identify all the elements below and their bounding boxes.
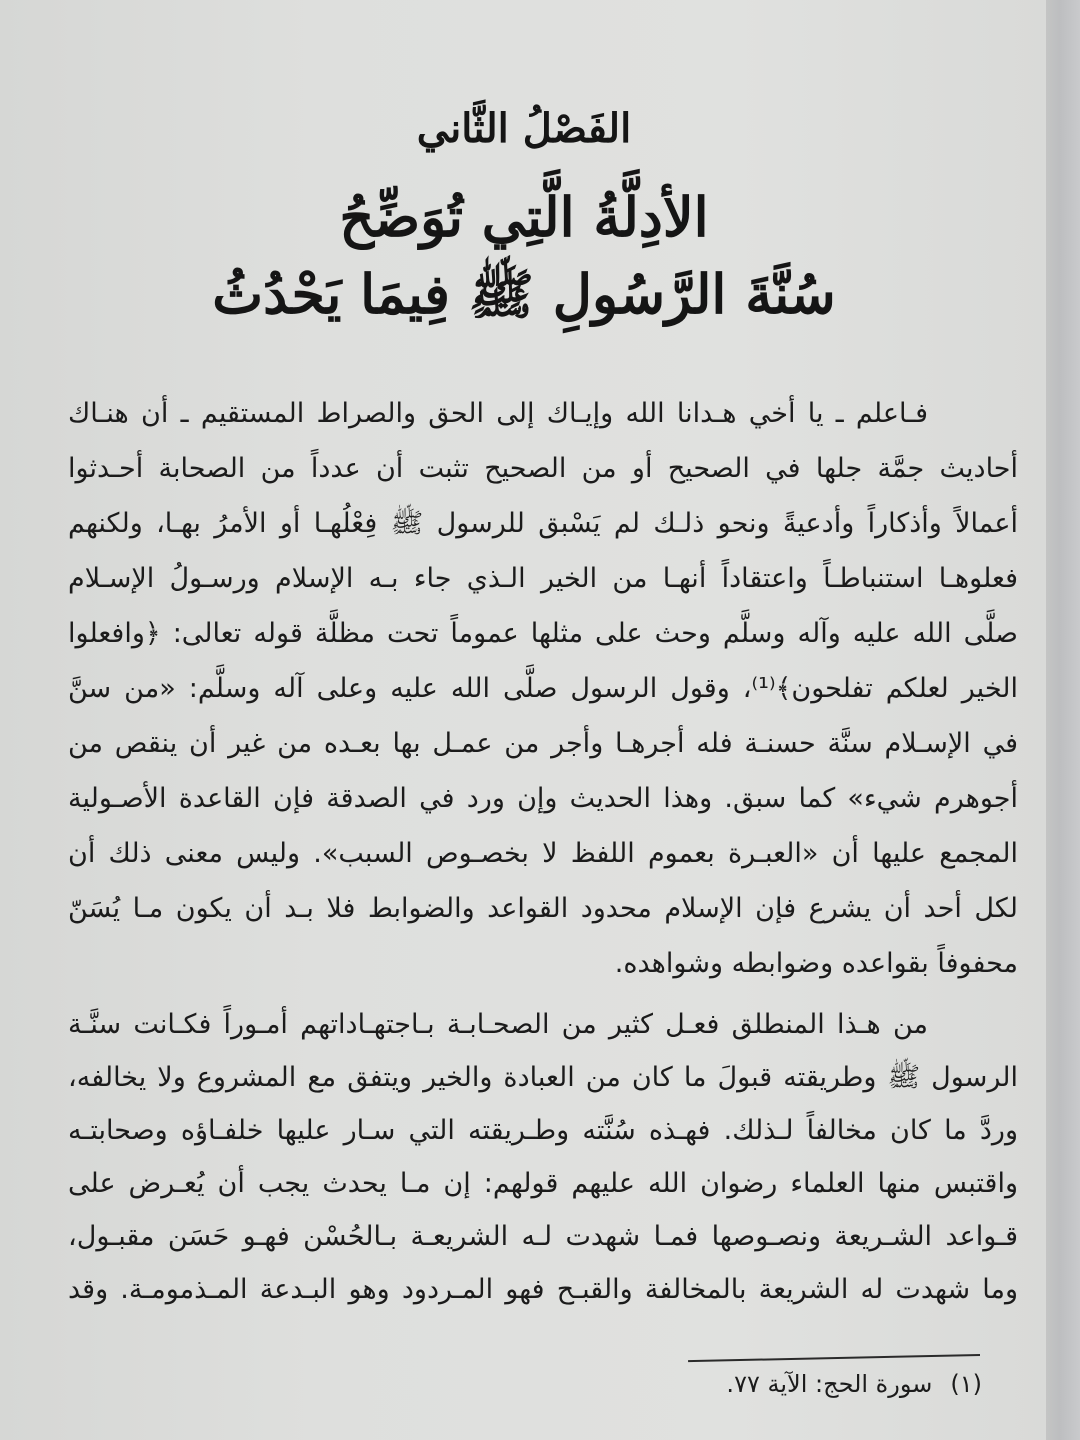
text-line: وردَّ ما كان مخالفاً لـذلك. فهـذه سُنَّته وطـريقته التي سـار عليها خلفـاؤه وصحابتـه — [68, 1115, 1018, 1146]
text-line: أحاديث جمَّة جلها في الصحيح أو من الصحيح تثبت أن عدداً من الصحابة أحـدثوا — [68, 453, 1018, 484]
footnote-text: سورة الحج: الآية ٧٧. — [726, 1370, 933, 1398]
footnote-1 — [726, 1370, 982, 1398]
chapter-title-line-2: سُنَّةَ الرَّسُولِ ﷺ فِيمَا يَحْدُثُ — [212, 262, 836, 326]
text-line: فعلوهـا استنباطـاً واعتقاداً أنهـا من الخير الـذي جاء بـه الإسلام ورسـولُ الإسـلام — [68, 563, 1018, 594]
text-line: صلَّى الله عليه وآله وسلَّم وحث على مثلها عموماً تحت مظلَّة قوله تعالى: ﴿وافعلوا — [68, 618, 1018, 649]
text-line: من هـذا المنطلق فعـل كثير من الصحـابـة بـاجتهـاداتهم أمـوراً فكـانت سنَّـة — [68, 1009, 928, 1040]
text-line: وما شهدت له الشريعة بالمخالفة والقبـح فهو المـردود وهو البـدعة المـذمومـة. وقد — [68, 1274, 1018, 1305]
text-line: واقتبس منها العلماء رضوان الله عليهم قولهم: إن مـا يحدث يجب أن يُعـرض على — [68, 1168, 1018, 1199]
text-line: أعمالاً وأذكاراً وأدعيةً ونحو ذلـك لم يَسْبق للرسول ﷺ فِعْلُهـا أو الأمرُ بهـا، ولكنهم — [68, 508, 1018, 539]
text-line: أجوهرم شيء» كما سبق. وهذا الحديث وإن ورد في الصدقة فإن القاعدة الأصـولية — [68, 783, 1018, 814]
paragraph-1 — [68, 386, 1018, 991]
text-line: المجمع عليها أن «العبـرة بعموم اللفظ لا بخصـوص السبب». وليس معنى ذلك أن — [68, 838, 1018, 869]
chapter-title-line-1: الأدِلَّةُ الَّتِي تُوَضِّحُ — [339, 185, 709, 249]
text-line: قـواعد الشـريعة ونصـوصها فمـا شهدت لـه الشريعـة بـالحُسْن فهـو حَسَن مقبـول، — [68, 1221, 1018, 1252]
text-line: الرسول ﷺ وطريقته قبولَ ما كان من العبادة والخير ويتفق مع المشروع ولا يخالفه، — [68, 1062, 1018, 1093]
text-line: محفوفاً بقواعده وضوابطه وشواهده. — [614, 948, 1018, 979]
footnote-number: (١) — [950, 1370, 982, 1398]
text-line: فـاعلم ـ يا أخي هـدانا الله وإيـاك إلى الحق والصراط المستقيم ـ أن هنـاك — [68, 398, 928, 429]
text-line: الخير لعلكم تفلحون﴾⁽¹⁾، وقول الرسول صلَّى الله عليه وعلى آله وسلَّم: «من سنَّ — [68, 673, 1018, 704]
text-line: لكل أحد أن يشرع فإن الإسلام محدود القواعد والضوابط فلا بـد أن يكون مـا يُسَنّ — [68, 893, 1018, 924]
text-line: في الإسـلام سنَّة حسنـة فله أجرهـا وأجر من عمـل بها بعـده من غير أن ينقص من — [68, 728, 1018, 759]
chapter-heading: الفَصْلُ الثَّاني — [416, 105, 632, 152]
paragraph-2 — [68, 998, 1018, 1316]
page-edge-shadow — [1046, 0, 1080, 1440]
